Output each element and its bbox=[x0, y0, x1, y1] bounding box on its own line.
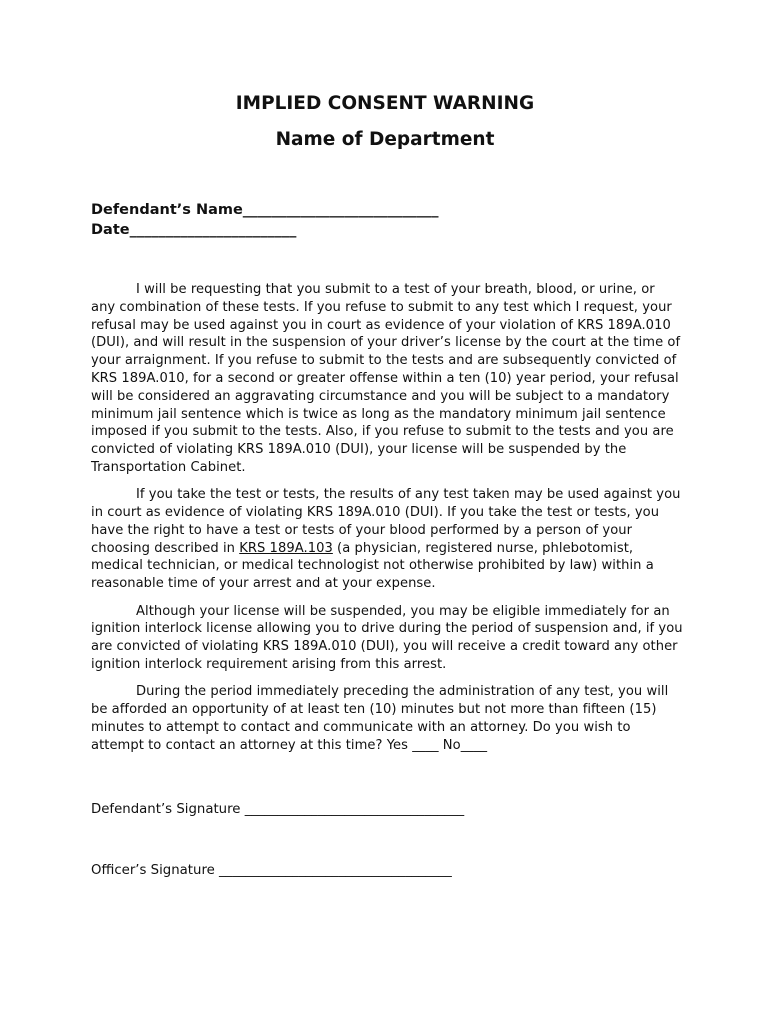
paragraph-text: If you take the test or tests, the results of any test taken may be used against you in court as evidence of violating KRS 189A.010 (DUI). If you take the test or tests, you have the right to have a test or tests of your blood performed by a person of your choosing described in bbox=[91, 487, 681, 556]
document-title: IMPLIED CONSENT WARNING bbox=[235, 93, 535, 114]
paragraph-ignition-interlock: Although your license will be suspended, you may be eligible immediately for an ignition interlock license allowing you to drive during the period of suspension and, if you are convicted of violating KRS 189A.010 (DUI), you will receive a credit toward any other ignition interlock requirement arising from this arrest. bbox=[91, 603, 683, 672]
defendant-signature-line: Defendant’s Signature _________________________________ bbox=[91, 802, 465, 817]
date-field: Date_______________________ bbox=[91, 222, 297, 238]
paragraph-test-results bbox=[91, 486, 683, 593]
paragraph-refusal-consequences: I will be requesting that you submit to a test of your breath, blood, or urine, or any combination of these tests. If you refuse to submit to any test which I request, your refusal may be used against you in court as evidence of your violation of KRS 189A.010 (DUI), and will result in the suspension of your driver’s license by the court at the time of your arraignment. If you refuse to submit to the tests and are subsequently convicted of KRS 189A.010, for a second or greater offense within a ten (10) year period, your refusal will be considered an aggravating circumstance and you will be subject to a mandatory minimum jail sentence which is twice as long as the mandatory minimum jail sentence imposed if you submit to the tests. Also, if you refuse to submit to the tests and you are convicted of violating KRS 189A.010 (DUI), your license will be suspended by the Transportation Cabinet. bbox=[91, 282, 681, 475]
officer-signature-line: Officer’s Signature ___________________________________ bbox=[91, 863, 452, 878]
paragraph-text: (a physician, registered nurse, phlebotomist, medical technician, or medical technologist not otherwise prohibited by law) within a reasonable time of your arrest and at your expense. bbox=[91, 540, 654, 592]
warning-body bbox=[91, 281, 683, 764]
department-name: Name of Department bbox=[275, 129, 495, 150]
krs-189a103-link[interactable]: KRS 189A.103 bbox=[239, 540, 333, 556]
defendant-name-field: Defendant’s Name___________________________ bbox=[91, 202, 439, 218]
paragraph-attorney-contact: During the period immediately preceding the administration of any test, you will be afforded an opportunity of at least ten (10) minutes but not more than fifteen (15) minutes to attempt to contact and communicate with an attorney. Do you wish to attempt to contact an attorney at this time? Yes ____ No____ bbox=[91, 684, 669, 753]
